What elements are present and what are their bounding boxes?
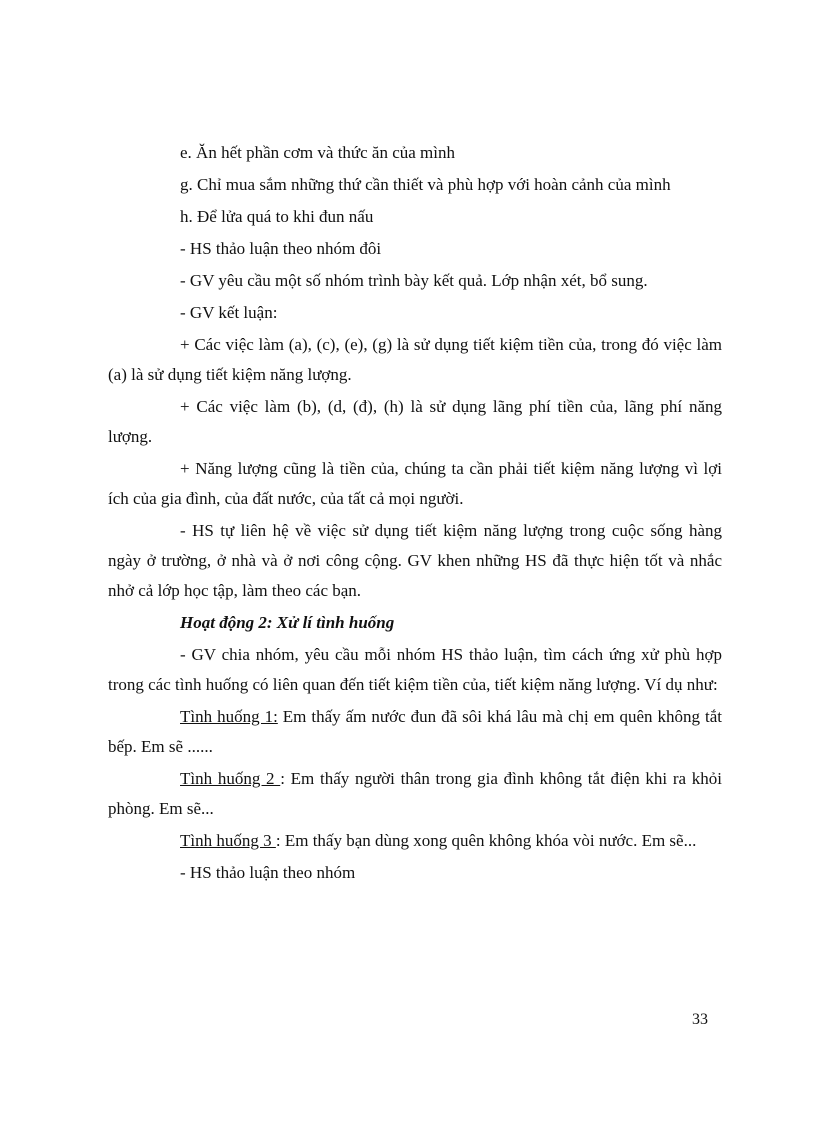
page-body [108,138,722,890]
item-g: g. Chỉ mua sắm những thứ cần thiết và phù hợp với hoàn cảnh của mình [180,175,671,194]
situation-3 [108,826,722,856]
item-e: e. Ăn hết phần cơm và thức ăn của mình [180,143,456,162]
conclusion-3: + Năng lượng cũng là tiền của, chúng ta cần phải tiết kiệm năng lượng vì lợi ích của gia đình, của đất nước, của tất cả mọi người. [108,459,722,508]
gv-conclude: - GV kết luận: [180,303,278,322]
situation-3-label: Tình huống 3 [180,831,276,850]
situation-2-text: : Em thấy người thân trong gia đình không tắt điện khi ra khỏi phòng. Em sẽ... [108,769,722,818]
hs-relate: - HS tự liên hệ về việc sử dụng tiết kiệm năng lượng trong cuộc sống hàng ngày ở trường, ở nhà và ở nơi công cộng. GV khen những HS đã thực hiện tốt và nhắc nhở cả lớp học tập, làm theo các bạn. [108,521,722,600]
item-h: h. Để lửa quá to khi đun nấu [180,207,374,226]
situation-2-label: Tình huống 2 [180,769,281,788]
activity2-heading: Hoạt động 2: Xử lí tình huống [180,613,395,632]
situation-1-label: Tình huống 1: [180,707,278,726]
hs-discuss-pairs: - HS thảo luận theo nhóm đôi [180,239,382,258]
situation-3-text: : Em thấy bạn dùng xong quên không khóa vòi nước. Em sẽ... [275,831,697,850]
gv-request: - GV yêu cầu một số nhóm trình bày kết quả. Lớp nhận xét, bổ sung. [180,271,648,290]
hs-discuss-groups: - HS thảo luận theo nhóm [180,863,356,882]
situation-1 [108,702,722,762]
conclusion-2: + Các việc làm (b), (d, (đ), (h) là sử dụng lãng phí tiền của, lãng phí năng lượng. [108,397,722,446]
conclusion-1: + Các việc làm (a), (c), (e), (g) là sử dụng tiết kiệm tiền của, trong đó việc làm (a) là sử dụng tiết kiệm năng lượng. [108,335,722,384]
gv-divide: - GV chia nhóm, yêu cầu mỗi nhóm HS thảo luận, tìm cách ứng xử phù hợp trong các tình huống có liên quan đến tiết kiệm tiền của, tiết kiệm năng lượng. Ví dụ như: [108,645,722,694]
situation-1-text: Em thấy ấm nước đun đã sôi khá lâu mà chị em quên không tắt bếp. Em sẽ ...... [108,707,722,756]
page-number: 33 [692,1011,708,1028]
situation-2 [108,764,722,824]
